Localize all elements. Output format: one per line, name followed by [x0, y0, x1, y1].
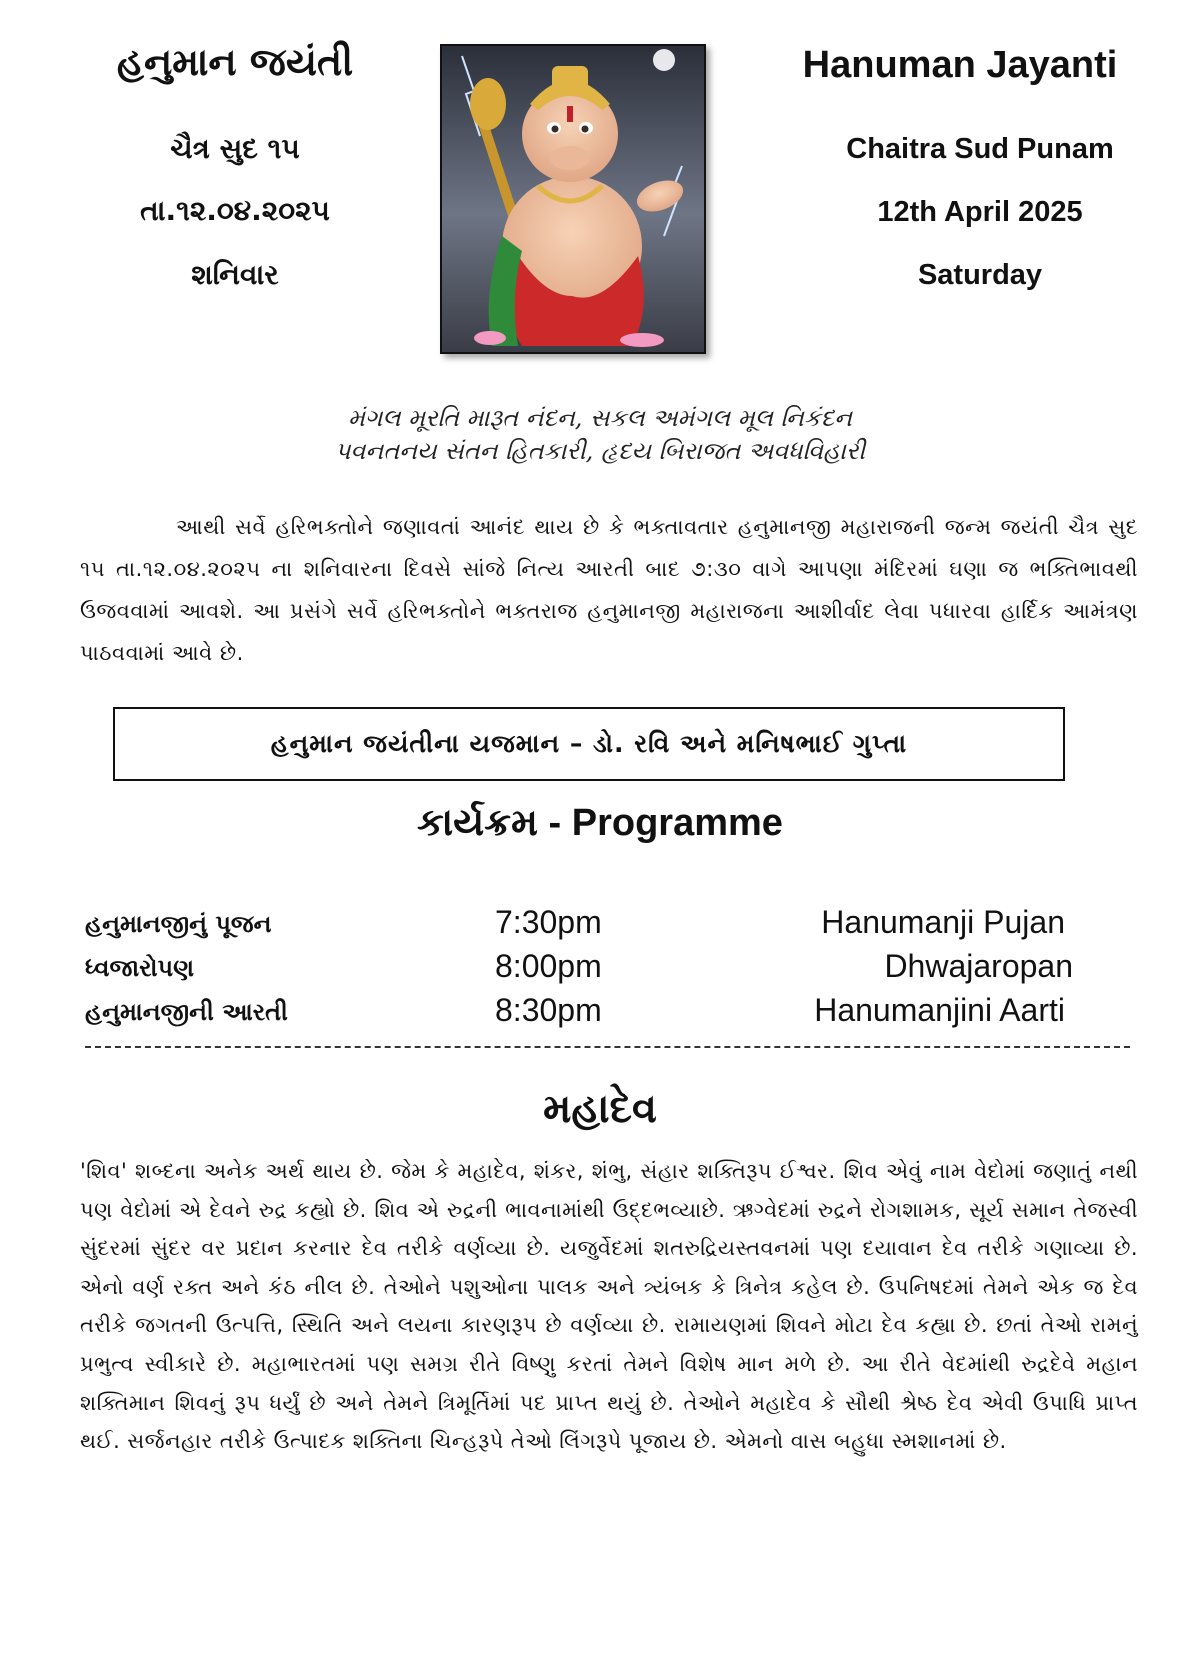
verse-line-1: મંગલ મૂરતિ મારૂત નંદન, સકલ અમંગલ મૂલ નિકંદન — [347, 404, 853, 432]
programme-heading-english: Programme — [571, 802, 783, 844]
title-gujarati: હનુમાન જયંતી — [116, 40, 354, 84]
programme-time: 8:30pm — [495, 992, 602, 1028]
programme-row — [85, 992, 1085, 1036]
title-english: Hanuman Jayanti — [802, 44, 1118, 86]
programme-item-english: Hanumanji Pujan — [821, 904, 1065, 940]
programme-item-gujarati: ધ્વજારોપણ — [85, 954, 195, 982]
programme-time: 7:30pm — [495, 904, 602, 940]
programme-heading — [200, 800, 1000, 845]
date-gujarati: તા.૧૨.૦૪.૨૦૨૫ — [140, 194, 330, 227]
mahadev-heading: મહાદેવ — [543, 1086, 657, 1132]
programme-heading-separator: - — [537, 802, 572, 844]
tithi-gujarati: ચૈત્ર સુદ ૧૫ — [170, 132, 300, 165]
yajman-box — [113, 707, 1065, 781]
programme-heading-gujarati: કાર્યક્રમ — [417, 800, 538, 844]
date-english: 12th April 2025 — [877, 196, 1083, 228]
dashed-divider — [85, 1046, 1130, 1048]
programme-row — [85, 904, 1085, 948]
programme-time: 8:00pm — [495, 948, 602, 984]
programme-item-gujarati: હનુમાનજીનું પૂજન — [85, 910, 272, 938]
hanuman-deity-picture — [440, 44, 706, 354]
verse-line-2: પવનતનય સંતન હિતકારી, હૃદય બિરાજત અવધવિહારી — [334, 437, 866, 465]
day-english: Saturday — [917, 259, 1043, 291]
mahadev-paragraph: 'શિવ' શબ્દના અનેક અર્થ થાય છે. જેમ કે મહાદેવ, શંકર, શંભુ, સંહાર શક્તિરૂપ ઈશ્વર. શિવ એવું નામ વેદોમાં જણાતું નથી પણ વેદોમાં એ દેવને રુદ્ર કહ્યો છે. શિવ એ રુદ્રની ભાવનામાંથી ઉદ્દભવ્યાછે. ઋગ્વેદમાં રુદ્રને રોગશામક, સૂર્ય સમાન તેજસ્વી સુંદરમાં સુંદર વર પ્રદાન કરનાર દેવ તરીકે વર્ણવ્યા છે. યજુર્વેદમાં શતરુદ્રિયસ્તવનમાં પણ દયાવાન દેવ તરીકે ગણાવ્યા છે. એનો વર્ણ રક્ત અને કંઠ નીલ છે. તેઓને પશુઓના પાલક અને ત્ર્યંબક કે ત્રિનેત્ર કહેલ છે. ઉપનિષદમાં તેમને એક જ દેવ તરીકે જગતની ઉત્પત્તિ, સ્થિતિ અને લયના કારણરૂપ છે વર્ણવ્યા છે. રામાયણમાં શિવને મોટા દેવ કહ્યા છે. છતાં તેઓ રામનું પ્રભુત્વ સ્વીકારે છે. મહાભારતમાં પણ સમગ્ર રીતે વિષ્ણુ કરતાં તેમને વિશેષ માન મળે છે. આ રીતે વેદમાંથી રુદ્રદેવે મહાન શક્તિમાન શિવનું રૂપ ધર્યું છે અને તેમને ત્રિમૂર્તિમાં પદ પ્રાપ્ત થયું છે. તેઓને મહાદેવ કે સૌથી શ્રેષ્ઠ દેવ એવી ઉપાધિ પ્રાપ્ત થઈ. સર્જનહાર તરીકે ઉત્પાદક શક્તિના ચિન્હરૂપે તેઓ લિંગરૂપે પૂજાય છે. એમનો વાસ બહુધા સ્મશાનમાં છે. — [80, 1159, 1138, 1454]
yajman-text: હનુમાન જયંતીના યજમાન – ડો. રવિ અને મનિષભાઈ ગુપ્તા — [270, 729, 908, 758]
programme-row — [85, 948, 1085, 992]
programme-item-gujarati: હનુમાનજીની આરતી — [85, 998, 288, 1026]
tithi-english: Chaitra Sud Punam — [846, 133, 1114, 165]
invitation-paragraph — [80, 506, 1138, 674]
programme-item-english: Hanumanjini Aarti — [814, 992, 1065, 1028]
programme-item-english: Dhwajaropan — [884, 948, 1073, 984]
invitation-text: આથી સર્વે હરિભક્તોને જણાવતાં આનંદ થાય છે કે ભક્તાવતાર હનુમાનજી મહારાજની જન્મ જયંતી ચૈત્ર સુદ ૧૫ તા.૧૨.૦૪.૨૦૨૫ ના શનિવારના દિવસે સાંજે નિત્ય આરતી બાદ ૭:૩૦ વાગે આપણા મંદિરમાં ઘણા જ ભક્તિભાવથી ઉજવવામાં આવશે. આ પ્રસંગે સર્વે હરિભક્તોને ભક્તરાજ હનુમાનજી મહારાજના આશીર્વાદ લેવા પધારવા હાર્દિક આમંત્રણ પાઠવવામાં આવે છે. — [80, 515, 1138, 665]
day-gujarati: શનિવાર — [191, 258, 279, 291]
